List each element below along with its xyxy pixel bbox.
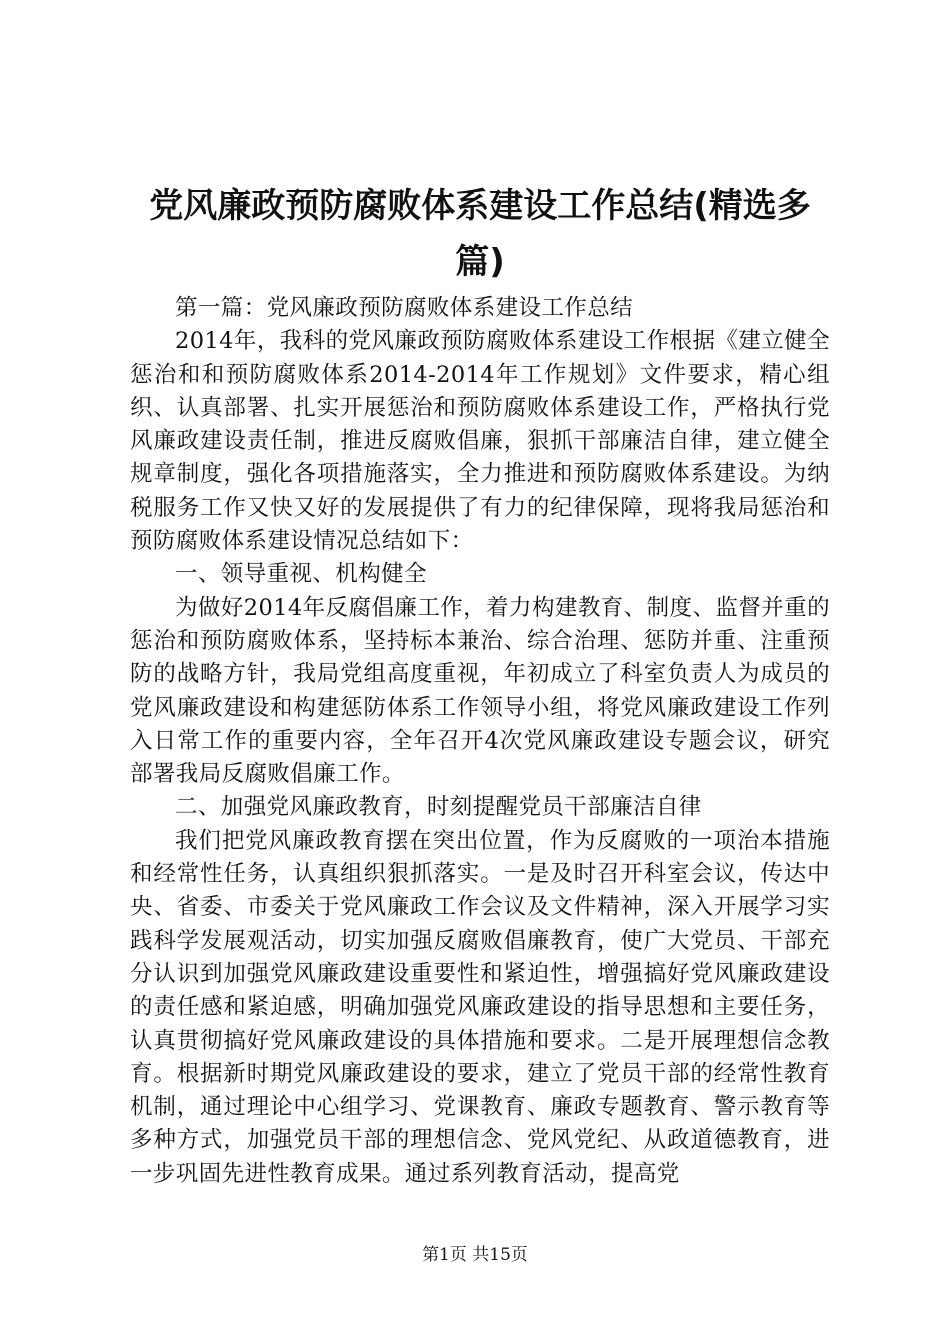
section-heading-leadership: 一、领导重视、机构健全 — [175, 561, 427, 588]
document-title: 党风廉政预防腐败体系建设工作总结(精选多篇) — [149, 186, 811, 282]
paragraph-leadership: 为做好2014年反腐倡廉工作，着力构建教育、制度、监督并重的惩治和预防腐败体系，坚持标本兼治、综合治理、惩防并重、注重预防的战略方针，我局党组高度重视，年初成立了科室负责人为成员的党风廉政建设和构建惩防体系工作领导小组，将党风廉政建设工作列入日常工作的重要内容，全年召开4次党风廉政建设专题会议，研究部署我局反腐败倡廉工作。 — [130, 594, 830, 788]
paragraph-education: 我们把党风廉政教育摆在突出位置，作为反腐败的一项治本措施和经常性任务，认真组织狠抓落实。一是及时召开科室会议，传达中央、省委、市委关于党风廉政工作会议及文件精神，深入开展学习实践科学发展观活动，切实加强反腐败倡廉教育，使广大党员、干部充分认识到加强党风廉政建设重要性和紧迫性，增强搞好党风廉政建设的责任感和紧迫感，明确加强党风廉政建设的指导思想和主要任务，认真贯彻搞好党风廉政建设的具体措施和要求。二是开展理想信念教育。根据新时期党风廉政建设的要求，建立了党员干部的经常性教育机制，通过理论中心组学习、党课教育、廉政专题教育、警示教育等多种方式，加强党员干部的理想信念、党风党纪、从政道德教育，进一步巩固先进性教育成果。通过系列教育活动，提高党 — [130, 827, 830, 1187]
section-heading-education: 二、加强党风廉政教育，时刻提醒党员干部廉洁自律 — [175, 794, 702, 821]
page-number-footer: 第1页 共15页 — [422, 1245, 528, 1265]
section-heading-part-one: 第一篇：党风廉政预防腐败体系建设工作总结 — [175, 295, 634, 321]
paragraph-intro: 2014年，我科的党风廉政预防腐败体系建设工作根据《建立健全惩治和和预防腐败体系2014-2014年工作规划》文件要求，精心组织、认真部署、扎实开展惩治和预防腐败体系建设工作，严格执行党风廉政建设责任制，推进反腐败倡廉，狠抓干部廉洁自律，建立健全规章制度，强化各项措施落实，全力推进和预防腐败体系建设。为纳税服务工作又快又好的发展提供了有力的纪律保障，现将我局惩治和预防腐败体系建设情况总结如下： — [130, 328, 830, 555]
document-body — [130, 292, 830, 1191]
